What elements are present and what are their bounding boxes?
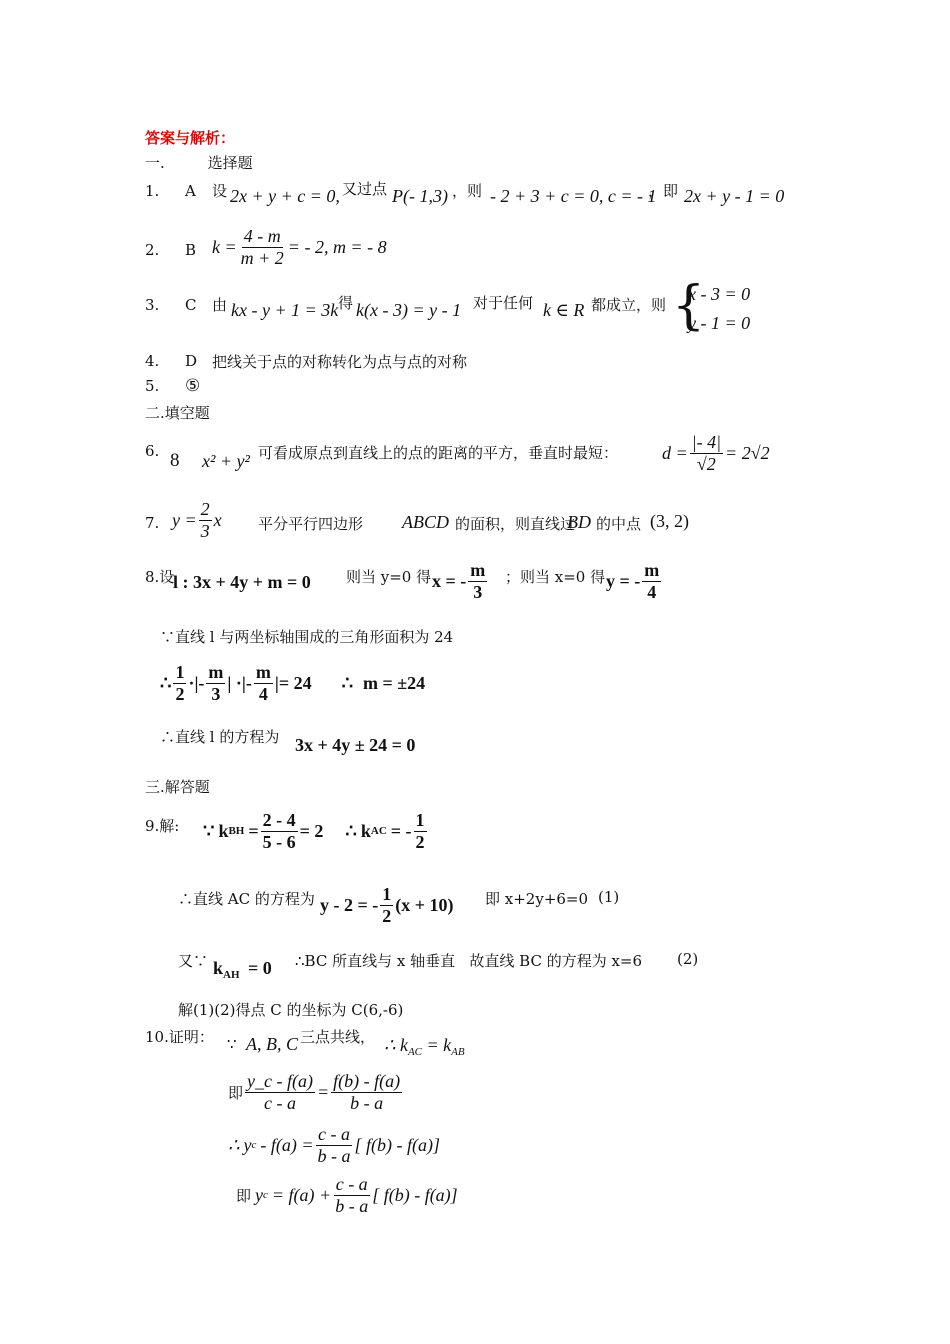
answer-header: 答案与解析： bbox=[145, 129, 236, 147]
q8-half bbox=[173, 662, 186, 704]
q9-ac-equation bbox=[320, 884, 454, 926]
q5-number: 5. bbox=[145, 377, 160, 395]
q9-label-2: (2) bbox=[677, 950, 699, 968]
q10-slope-equality bbox=[384, 1035, 465, 1058]
q10-line-4-y-sub: c bbox=[263, 1189, 268, 1202]
q9-kbh-sub: BH bbox=[228, 825, 245, 838]
q6-number: 6. bbox=[145, 442, 160, 460]
q9-kac-num: 1 bbox=[415, 810, 425, 830]
q9-eq: = bbox=[248, 820, 259, 841]
q8-m4-num: m bbox=[255, 662, 271, 682]
q8-y-intercept bbox=[606, 560, 663, 602]
q10-line-3 bbox=[228, 1124, 440, 1166]
q1-answer: A bbox=[185, 182, 196, 200]
q8-m3 bbox=[206, 662, 225, 704]
q6-rest: = 2√2 bbox=[725, 442, 770, 463]
q4-answer: D bbox=[185, 352, 198, 370]
q4-number: 4. bbox=[145, 352, 160, 370]
q10-because: ∵ bbox=[227, 1035, 237, 1053]
q3-math-3: k ∈ R bbox=[543, 300, 585, 320]
q8-equals-24: |= 24 bbox=[274, 672, 312, 693]
q9-label-1: (1) bbox=[598, 888, 620, 906]
q10-line-3-mid: - f(a) = bbox=[260, 1134, 314, 1155]
q10-line-4-y: y bbox=[255, 1184, 264, 1205]
q9-conclusion: 解(1)(2)得点 C 的坐标为 C(6,-6) bbox=[178, 1001, 404, 1019]
q10-line-2-eq: = bbox=[316, 1081, 330, 1102]
q9-because: ∵ bbox=[203, 820, 215, 841]
q10-line-3-bracket: [ f(b) - f(a)] bbox=[354, 1134, 440, 1155]
q10-k2: k bbox=[443, 1035, 452, 1055]
q7-text-3: 的中点 bbox=[596, 515, 642, 533]
q10-k1: k bbox=[399, 1035, 408, 1055]
q3-math-2: k(x - 3) = y - 1 bbox=[356, 300, 462, 320]
q8-therefore-2: ∴ bbox=[341, 672, 354, 693]
q3-answer: C bbox=[185, 296, 197, 314]
q10-line-3-den: b - a bbox=[317, 1145, 351, 1166]
q8-x-numerator: m bbox=[470, 560, 486, 580]
q7-abcd: ABCD bbox=[402, 512, 449, 532]
q3-number: 3. bbox=[145, 296, 160, 314]
q2-rest: = - 2, m = - 8 bbox=[287, 236, 387, 257]
q1-math-4: 2x + y - 1 = 0 bbox=[684, 186, 785, 206]
q6-distance-formula bbox=[662, 432, 770, 474]
q4-text: 把线关于点的对称转化为点与点的对称 bbox=[212, 353, 468, 371]
q9-ac-den: 2 bbox=[382, 905, 392, 926]
q10-collinear-text: 三点共线， bbox=[300, 1028, 376, 1046]
q8-text-1: 则当 y=0 得 bbox=[346, 568, 432, 586]
q10-rhs-fraction bbox=[331, 1071, 402, 1113]
q9-ac-rhs: (x + 10) bbox=[395, 894, 454, 915]
q6-denominator: √2 bbox=[696, 453, 716, 474]
q2-denominator: m + 2 bbox=[240, 247, 284, 268]
q10-line-4 bbox=[236, 1174, 458, 1216]
q7-fraction bbox=[199, 499, 212, 541]
q8-x-fraction bbox=[468, 560, 487, 602]
q9-ac-fraction bbox=[380, 884, 393, 926]
q10-k2-sub: AB bbox=[451, 1046, 465, 1058]
q9-kac: k bbox=[360, 820, 371, 841]
q7-text-1: 平分平行四边形 bbox=[258, 515, 364, 533]
q9-number: 9.解: bbox=[145, 817, 180, 835]
q8-line-2: ∵直线 l 与两坐标轴围成的三角形面积为 24 bbox=[160, 628, 454, 646]
q8-area-equation bbox=[160, 662, 425, 704]
q8-abs-2: | ·|- bbox=[227, 672, 252, 693]
q8-half-den: 2 bbox=[175, 683, 185, 704]
q10-line-2-prefix: 即 bbox=[228, 1083, 244, 1102]
q10-lhs-den: c - a bbox=[264, 1092, 296, 1113]
q10-line-3-y-sub: c bbox=[251, 1139, 257, 1152]
q7-numerator: 2 bbox=[200, 499, 210, 519]
q8-m4 bbox=[254, 662, 273, 704]
q9-therefore: ∴ bbox=[345, 820, 357, 841]
q10-line-3-num: c - a bbox=[317, 1124, 350, 1144]
q5-answer: ⑤ bbox=[185, 376, 201, 396]
q9-ac-lhs: y - 2 = - bbox=[320, 894, 379, 915]
q10-number: 10.证明： bbox=[145, 1028, 214, 1046]
q8-y: y = - bbox=[606, 570, 641, 591]
q3-text-4: 都成立，则 bbox=[591, 296, 667, 314]
q9-kbh-value: = 2 bbox=[299, 820, 324, 841]
q2-formula bbox=[212, 226, 387, 268]
q10-rhs-den: b - a bbox=[350, 1092, 384, 1113]
q9-kac-sub: AC bbox=[370, 825, 387, 838]
q7-text-2: 的面积，则直线过 bbox=[455, 515, 576, 533]
q1-math-1: 2x + y + c = 0, bbox=[230, 186, 340, 206]
q7-y: y = bbox=[172, 509, 197, 530]
q9-kah bbox=[213, 958, 272, 981]
q8-y-numerator: m bbox=[644, 560, 660, 580]
q6-math: x² + y² bbox=[202, 451, 250, 471]
q3-equation-2: y - 1 = 0 bbox=[688, 313, 751, 333]
q6-d: d = bbox=[662, 442, 688, 463]
q8-m3-den: 3 bbox=[211, 683, 221, 704]
q10-points: A, B, C bbox=[246, 1034, 298, 1054]
q2-answer: B bbox=[185, 241, 197, 259]
q10-line-4-fraction bbox=[333, 1174, 370, 1216]
q9-line-3-text: 又∵ bbox=[178, 952, 209, 970]
q6-numerator: |- 4| bbox=[691, 432, 722, 452]
q1-math-3: - 2 + 3 + c = 0, c = - 1 bbox=[490, 186, 657, 206]
q10-line-4-prefix: 即 bbox=[236, 1186, 252, 1205]
q10-line-4-den: b - a bbox=[335, 1195, 369, 1216]
q7-x: x bbox=[213, 509, 222, 530]
q3-left-brace: { bbox=[672, 276, 706, 336]
q10-eq: = bbox=[426, 1035, 439, 1055]
q6-text: 可看成原点到直线上的点的距离的平方，垂直时最短： bbox=[258, 444, 619, 462]
q3-text-2: 得 bbox=[338, 294, 354, 312]
q8-x: x = - bbox=[432, 570, 467, 591]
q8-abs-1: ·|- bbox=[188, 672, 205, 693]
q8-y-fraction bbox=[642, 560, 661, 602]
q10-line-3-y: y bbox=[243, 1134, 252, 1155]
q7-bd: BD bbox=[567, 512, 591, 532]
q1-text-3: ，则 bbox=[452, 182, 483, 200]
q9-kbh-den: 5 - 6 bbox=[262, 831, 296, 852]
q9-line-2-text: ∴直线 AC 的方程为 bbox=[178, 890, 315, 908]
q6-fraction bbox=[690, 432, 723, 474]
q8-y-denominator: 4 bbox=[647, 581, 657, 602]
q1-text-1: 设 bbox=[212, 182, 228, 200]
q2-fraction bbox=[239, 226, 286, 268]
q10-lhs-fraction bbox=[245, 1071, 315, 1113]
q8-number: 8.设 bbox=[145, 568, 175, 586]
q8-therefore: ∴ bbox=[160, 672, 172, 693]
q9-kbh: k bbox=[218, 820, 229, 841]
q3-equation-1: x - 3 = 0 bbox=[688, 284, 751, 304]
q10-line-2 bbox=[228, 1071, 404, 1113]
q3-text-1: 由 bbox=[212, 296, 228, 314]
q7-number: 7. bbox=[145, 514, 160, 532]
q7-point: (3, 2) bbox=[650, 511, 689, 531]
q8-x-intercept bbox=[432, 560, 489, 602]
q9-eq2: = - bbox=[390, 820, 412, 841]
q8-x-denominator: 3 bbox=[473, 581, 483, 602]
q2-k: k = bbox=[212, 236, 237, 257]
q10-therefore: ∴ bbox=[384, 1035, 396, 1055]
q10-rhs-num: f(b) - f(a) bbox=[333, 1071, 401, 1091]
q8-line-equation: l : 3x + 4y + m = 0 bbox=[173, 572, 311, 592]
q9-ac-simplified: 即 x+2y+6=0 bbox=[485, 890, 589, 908]
q9-kah-value: = 0 bbox=[248, 958, 272, 978]
q10-line-4-bracket: [ f(b) - f(a)] bbox=[372, 1184, 458, 1205]
q10-line-4-num: c - a bbox=[335, 1174, 368, 1194]
section-fill-title: 二.填空题 bbox=[145, 404, 210, 422]
q8-line-4-text: ∴直线 l 的方程为 bbox=[160, 728, 280, 746]
q6-answer: 8 bbox=[170, 450, 180, 471]
q9-kah-k: k bbox=[213, 958, 224, 978]
q8-m3-num: m bbox=[208, 662, 224, 682]
q8-m-value: m = ±24 bbox=[363, 672, 426, 693]
q10-lhs-num: y_c - f(a) bbox=[247, 1071, 313, 1091]
q2-number: 2. bbox=[145, 241, 160, 259]
q1-number: 1. bbox=[145, 182, 160, 200]
section-solve-title: 三.解答题 bbox=[145, 778, 210, 796]
q8-line-4-equation: 3x + 4y ± 24 = 0 bbox=[295, 735, 416, 755]
q1-text-4: ，即 bbox=[648, 182, 679, 200]
section-choice-title: 一. 选择题 bbox=[145, 154, 253, 172]
q10-line-4-mid: = f(a) + bbox=[271, 1184, 332, 1205]
q9-ac-num: 1 bbox=[382, 884, 392, 904]
q10-line-3-therefore: ∴ bbox=[228, 1134, 240, 1155]
q3-text-3: 对于任何 bbox=[473, 294, 534, 312]
q10-line-3-fraction bbox=[315, 1124, 352, 1166]
q8-text-2: ；则当 x=0 得 bbox=[505, 568, 606, 586]
q7-denominator: 3 bbox=[200, 520, 210, 541]
q9-bc-text: ∴BC 所直线与 x 轴垂直 故直线 BC 的方程为 x=6 bbox=[295, 952, 643, 970]
q1-text-2: 又过点 bbox=[342, 180, 388, 198]
q2-numerator: 4 - m bbox=[243, 226, 281, 246]
q9-kac-den: 2 bbox=[415, 831, 425, 852]
q10-k1-sub: AC bbox=[407, 1046, 423, 1058]
q7-line-equation bbox=[172, 499, 222, 541]
q9-kah-sub: AH bbox=[223, 969, 240, 981]
q9-kbh-num: 2 - 4 bbox=[262, 810, 296, 830]
q8-m4-den: 4 bbox=[258, 683, 268, 704]
q1-math-2: P(- 1,3) bbox=[392, 186, 448, 206]
q9-kac-fraction bbox=[414, 810, 427, 852]
q9-kbh-fraction bbox=[261, 810, 298, 852]
q8-half-num: 1 bbox=[175, 662, 185, 682]
q3-math-1: kx - y + 1 = 3k bbox=[231, 300, 339, 320]
q9-slope-line bbox=[203, 810, 429, 852]
